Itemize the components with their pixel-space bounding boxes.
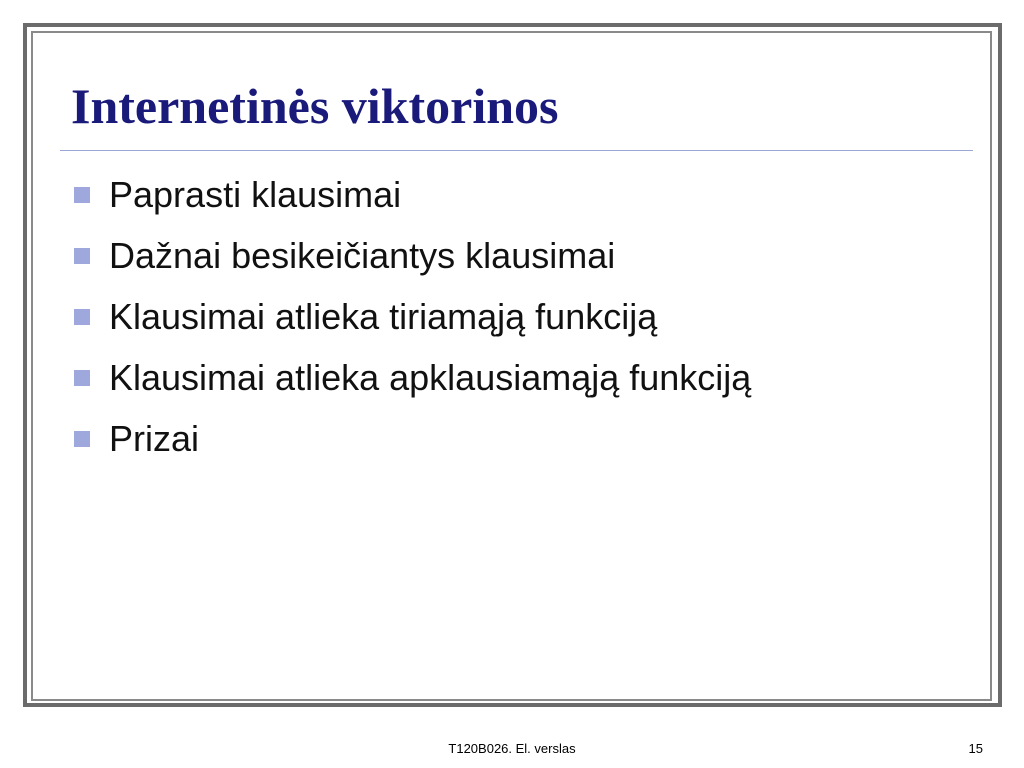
bullet-item [70,225,751,286]
slide-footer: T120B026. El. verslas [448,741,576,756]
slide-number: 15 [968,741,983,756]
square-bullet-icon [74,248,90,264]
bullet-item [70,347,751,408]
bullet-item [70,286,751,347]
bullet-item [70,164,751,225]
bullet-text: Klausimai atlieka tiriamąją funkciją [109,295,658,337]
square-bullet-icon [74,187,90,203]
bullet-text: Paprasti klausimai [109,173,402,215]
square-bullet-icon [74,309,90,325]
square-bullet-icon [74,370,90,386]
bullet-text: Klausimai atlieka apklausiamąją funkciją [109,356,752,398]
square-bullet-icon [74,431,90,447]
bullet-text: Dažnai besikeičiantys klausimai [109,234,616,276]
bullet-text: Prizai [109,417,200,459]
bullet-list [70,164,751,469]
slide-title: Internetinės viktorinos [71,78,559,134]
bullet-item [70,408,751,469]
title-divider [60,150,973,151]
